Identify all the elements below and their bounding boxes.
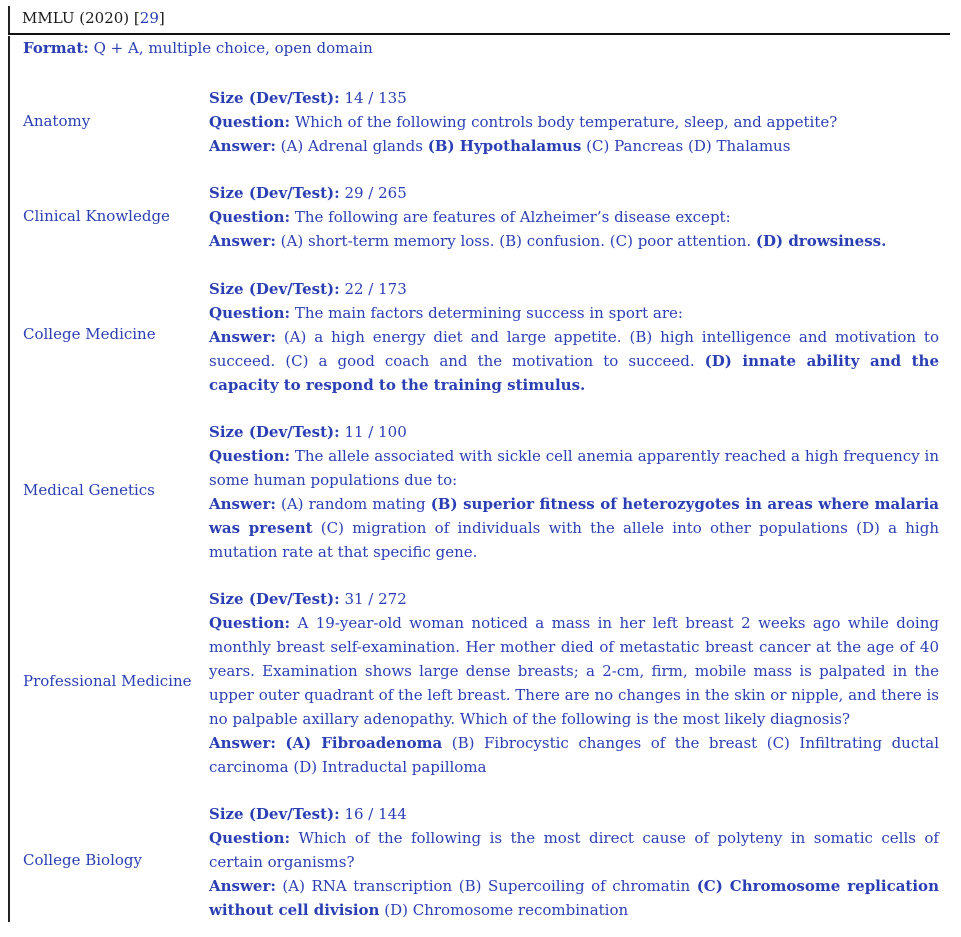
answer-line: Answer: (A) Adrenal glands (B) Hypothalamus (C) Pancreas (D) Thalamus bbox=[209, 137, 791, 155]
subject-block bbox=[209, 587, 939, 779]
size-line: Size (Dev/Test): 16 / 144 bbox=[209, 805, 407, 823]
question-line: Question: Which of the following is the most direct cause of polyteny in somatic cells of certain organisms? bbox=[209, 829, 939, 871]
format-label: Format: bbox=[23, 39, 89, 57]
subject-block bbox=[209, 86, 939, 158]
answer-line: Answer: (A) RNA transcription (B) Supercoiling of chromatin (C) Chromosome replication without cell division (D) Chromosome recombination bbox=[209, 877, 939, 919]
subject-label: College Medicine bbox=[23, 325, 156, 343]
answer-line: Answer: (A) random mating (B) superior fitness of heterozygotes in areas where malaria was present (C) migration of individuals with the allele into other populations (D) a high mutation rate at that specific gene. bbox=[209, 495, 939, 561]
answer-line: Answer: (A) a high energy diet and large appetite. (B) high intelligence and motivation to succeed. (C) a good coach and the motivation to succeed. (D) innate ability and the capacity to respond to the training stimulus. bbox=[209, 328, 940, 394]
question-line: Question: The main factors determining success in sport are: bbox=[209, 304, 683, 322]
format-value: Q + A, multiple choice, open domain bbox=[93, 39, 373, 57]
subject-label: Professional Medicine bbox=[23, 672, 192, 690]
answer-line: Answer: (A) short-term memory loss. (B) confusion. (C) poor attention. (D) drowsiness. bbox=[209, 232, 887, 250]
subject-label: Medical Genetics bbox=[23, 481, 155, 499]
size-line: Size (Dev/Test): 31 / 272 bbox=[209, 590, 407, 608]
table-header-row bbox=[8, 6, 950, 33]
question-line: Question: A 19-year-old woman noticed a mass in her left breast 2 weeks ago while doing monthly breast self-examination. Her mother died of metastatic breast cancer at the age of 40 years. Examination shows large dense breasts; a 2-cm, firm, mobile mass is palpated in the upper outer quadrant of the left breast. There are no changes in the skin or nipple, and there is no palpable axillary adenopathy. Which of the following is the most likely diagnosis? bbox=[209, 614, 939, 728]
citation-link[interactable]: 29 bbox=[139, 9, 159, 27]
subject-block bbox=[209, 420, 939, 564]
question-line: Question: Which of the following controls body temperature, sleep, and appetite? bbox=[209, 113, 838, 131]
subject-block bbox=[209, 277, 939, 397]
subject-label: College Biology bbox=[23, 851, 142, 869]
size-line: Size (Dev/Test): 14 / 135 bbox=[209, 89, 407, 107]
size-line: Size (Dev/Test): 22 / 173 bbox=[209, 280, 407, 298]
table-body bbox=[8, 36, 950, 922]
question-line: Question: The following are features of Alzheimer’s disease except: bbox=[209, 208, 731, 226]
dataset-title: MMLU (2020) [29] bbox=[22, 9, 165, 27]
subject-block bbox=[209, 802, 939, 922]
subject-label: Anatomy bbox=[23, 112, 91, 130]
subject-label: Clinical Knowledge bbox=[23, 207, 170, 225]
question-line: Question: The allele associated with sickle cell anemia apparently reached a high frequency in some human populations due to: bbox=[209, 447, 939, 489]
size-line: Size (Dev/Test): 11 / 100 bbox=[209, 423, 407, 441]
answer-line: Answer: (A) Fibroadenoma (B) Fibrocystic changes of the breast (C) Infiltrating ductal carcinoma (D) Intraductal papilloma bbox=[209, 734, 939, 776]
header-rule bbox=[8, 33, 950, 35]
size-line: Size (Dev/Test): 29 / 265 bbox=[209, 184, 407, 202]
subject-block bbox=[209, 181, 939, 253]
format-line bbox=[23, 39, 373, 57]
